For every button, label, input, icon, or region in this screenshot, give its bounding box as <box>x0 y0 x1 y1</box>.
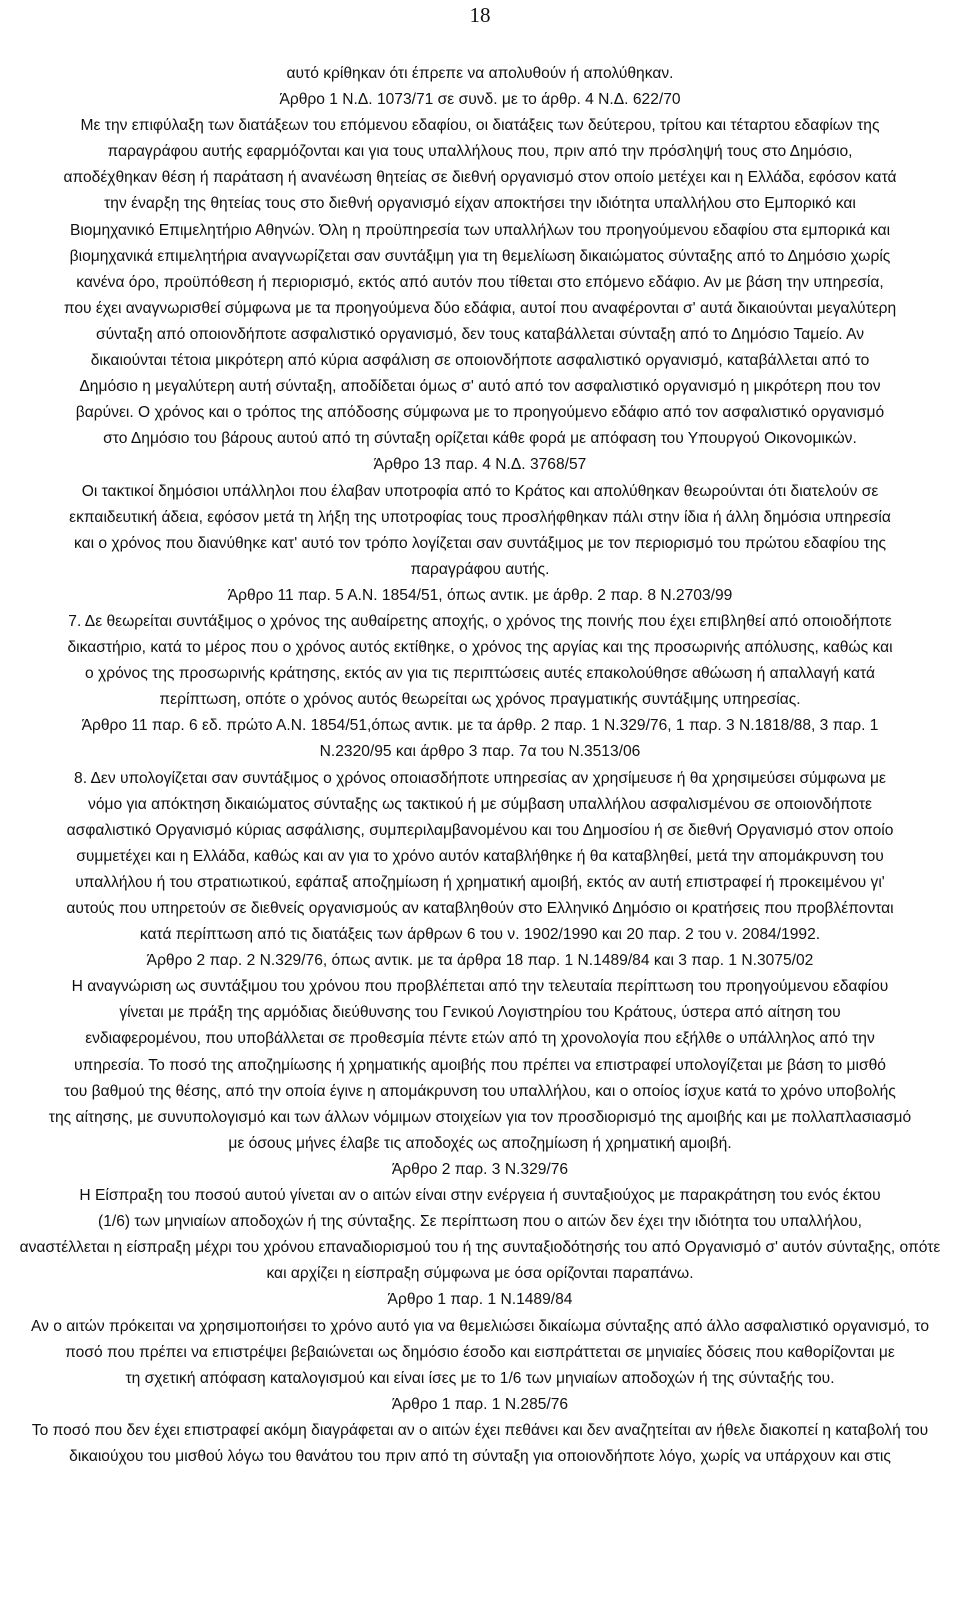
text-line: συμμετέχει και η Ελλάδα, καθώς και αν για το χρόνο αυτόν καταβλήθηκε ή θα καταβληθεί, μετά την απομάκρυνση του <box>76 847 884 865</box>
text-line: παραγράφου αυτής εφαρμόζονται και για τους υπαλλήλους που, πριν από την πρόσληψή τους στο Δημόσιο, <box>107 143 853 161</box>
text-line: ποσό που πρέπει να επιστρέψει βεβαιώνεται ως δημόσιο έσοδο και εισπράττεται σε μηνιαίες δόσεις που καθορίζονται με <box>65 1343 895 1361</box>
text-line: Βιομηχανικό Επιμελητήριο Αθηνών. Όλη η προϋπηρεσία των υπαλλήλων του προηγούμενου εδαφίου στα εμπορικά και <box>69 221 891 239</box>
text-line: που έχει αναγνωρισθεί σύμφωνα με τα προηγούμενα δύο εδάφια, αυτοί που αναφέρονται σ' αυτά δικαιούνται μεγαλύτερη <box>63 299 897 317</box>
text-line: αυτό κρίθηκαν ότι έπρεπε να απολυθούν ή απολύθηκαν. <box>286 65 674 82</box>
text-line: με όσους μήνες έλαβε τις αποδοχές ως αποζημίωση ή χρηματική αμοιβή. <box>228 1134 732 1152</box>
text-line: την έναρξη της θητείας τους στο διεθνή οργανισμό είχαν αποκτήσει την ιδιότητα υπαλλήλου στο Εμπορικό και <box>104 195 856 213</box>
text-line: Άρθρο 1 Ν.Δ. 1073/71 σε συνδ. με το άρθρ. 4 Ν.Δ. 622/70 <box>279 91 681 109</box>
text-line: Άρθρο 13 παρ. 4 Ν.Δ. 3768/57 <box>373 456 587 474</box>
text-line: 8. Δεν υπολογίζεται σαν συντάξιμος ο χρόνος οποιασδήποτε υπηρεσίας αν χρησίμευσε ή θα χρησιμεύσει σύμφωνα με <box>74 769 886 787</box>
text-line: βαρύνει. Ο χρόνος και ο τρόπος της απόδοσης σύμφωνα με το προηγούμενο εδάφιο από τον ασφαλιστικό οργανισμό <box>75 404 885 422</box>
text-line: δικαιούνται τέτοια μικρότερη από κύρια ασφάλιση σε οποιονδήποτε ασφαλιστικό οργανισμό, καταβάλλεται από το <box>90 352 870 370</box>
text-line: σύνταξη από οποιονδήποτε ασφαλιστικό οργανισμό, δεν τους καταβάλλεται σύνταξη από το Δημόσιο Ταμείο. Αν <box>95 325 865 343</box>
text-line: ασφαλιστικό Οργανισμό κύριας ασφάλισης, συμπεριλαμβανομένου και του Δημοσίου ή σε διεθνή Οργανισμό στον οποίο <box>66 821 894 839</box>
text-line: 7. Δε θεωρείται συντάξιμος ο χρόνος της αυθαίρετης αποχής, ο χρόνος της ποινής που έχει επιβληθεί από οποιοδήποτε <box>68 612 892 630</box>
text-line: ο χρόνος της προσωρινής κράτησης, εκτός αν για τις περιπτώσεις αυτές επακολούθησε αθώωση ή απαλλαγή κατά <box>85 665 875 683</box>
text-line: αυτούς που υπηρετούν σε διεθνείς οργανισμούς αν καταβληθούν στο Ελληνικό Δημόσιο οι κρατήσεις που προβλέπονται <box>66 900 894 917</box>
text-line: Άρθρο 1 παρ. 1 Ν.1489/84 <box>387 1291 573 1309</box>
text-line: αναστέλλεται η είσπραξη μέχρι του χρόνου επαναδιορισμού του ή της συνταξιοδότησής του από Οργανισμό σ' αυτόν σύνταξης, οπότε <box>19 1239 941 1257</box>
text-line: βιομηχανικά επιμελητήρια αναγνωρίζεται σαν συντάξιμη για τη θεμελίωση δικαιώματος σύνταξης από το Δημόσιο χωρίς <box>69 247 891 265</box>
text-line: περίπτωση, οπότε ο χρόνος αυτός θεωρείται ως χρόνος πραγματικής συντάξιμης υπηρεσίας. <box>159 691 801 709</box>
document-body <box>6 61 954 1470</box>
page-number: 18 <box>469 3 491 27</box>
text-line: Άρθρο 2 παρ. 3 Ν.329/76 <box>391 1160 569 1178</box>
text-line: Το ποσό που δεν έχει επιστραφεί ακόμη διαγράφεται αν ο αιτών έχει πεθάνει και δεν αναζητείται αν ήθελε διακοπεί η καταβολή του <box>31 1421 929 1439</box>
text-line: Η αναγνώριση ως συντάξιμου του χρόνου που προβλέπεται από την τελευταία περίπτωση του προηγούμενου εδαφίου <box>71 978 889 996</box>
text-line: Με την επιφύλαξη των διατάξεων του επόμενου εδαφίου, οι διατάξεις των δεύτερου, τρίτου και τέταρτου εδαφίων της <box>80 117 880 135</box>
text-line: (1/6) των μηνιαίων αποδοχών ή της σύνταξης. Σε περίπτωση που ο αιτών δεν έχει την ιδιότητα του υπαλλήλου, <box>98 1213 862 1231</box>
text-line: υπαλλήλου ή του στρατιωτικού, εφάπαξ αποζημίωση ή χρηματική αμοιβή, εκτός αν αυτή επιστραφεί ή προκειμένου γι' <box>75 873 885 891</box>
text-line: γίνεται με πράξη της αρμόδιας διεύθυνσης του Γενικού Λογιστηρίου του Κράτους, ύστερα από αίτηση του <box>119 1004 841 1022</box>
text-line: στο Δημόσιο του βάρους αυτού από τη σύνταξη ορίζεται κάθε φορά με απόφαση του Υπουργού Οικονομικών. <box>103 430 857 448</box>
text-line: νόμο για απόκτηση δικαιώματος σύνταξης ως τακτικού ή με σύμβαση υπαλλήλου ασφαλισμένου σε οποιονδήποτε <box>88 795 872 813</box>
text-line: αποδέχθηκαν θέση ή παράταση ή ανανέωση θητείας σε διεθνή οργανισμό στον οποίο μετέχει και η Ελλάδα, εφόσον κατά <box>63 169 897 187</box>
text-line: κανένα όρο, προϋπόθεση ή περιορισμό, εκτός από αυτόν που τίθεται στο επόμενο εδάφιο. Αν με βάση την υπηρεσία, <box>76 273 884 291</box>
text-line: και αρχίζει η είσπραξη σύμφωνα με όσα ορίζονται παραπάνω. <box>266 1265 694 1283</box>
text-line: και ο χρόνος που διανύθηκε κατ' αυτό τον τρόπο λογίζεται σαν συντάξιμος με τον περιορισμό του πρώτου εδαφίου της <box>73 534 887 552</box>
text-line: τη σχετική απόφαση καταλογισμού και είναι ίσες με το 1/6 των μηνιαίων αποδοχών ή της σύνταξής του. <box>125 1369 835 1387</box>
text-line: Άρθρο 11 παρ. 5 Α.Ν. 1854/51, όπως αντικ. με άρθρ. 2 παρ. 8 Ν.2703/99 <box>227 586 733 604</box>
text-line: υπηρεσία. Το ποσό της αποζημίωσης ή χρηματικής αμοιβής που πρέπει να επιστραφεί υπολογίζεται με βάση το μισθό <box>74 1056 886 1074</box>
text-line: Οι τακτικοί δημόσιοι υπάλληλοι που έλαβαν υποτροφία από το Κράτος και απολύθηκαν θεωρούνται ότι διατελούν σε <box>81 482 879 500</box>
text-line: Αν ο αιτών πρόκειται να χρησιμοποιήσει το χρόνο αυτό για να θεμελιώσει δικαίωμα σύνταξης από άλλο ασφαλιστικό οργανισμό, το <box>30 1317 930 1335</box>
text-line: ενδιαφερομένου, που υποβάλλεται σε προθεσμία πέντε ετών από τη χρονολογία που εξήλθε ο υπάλληλος από την <box>85 1030 875 1048</box>
text-line: Άρθρο 11 παρ. 6 εδ. πρώτο Α.Ν. 1854/51,όπως αντικ. με τα άρθρ. 2 παρ. 1 Ν.329/76, 1 παρ. 3 Ν.1818/88, 3 παρ. 1 <box>81 717 879 735</box>
text-line: Ν.2320/95 και άρθρο 3 παρ. 7α του Ν.3513/06 <box>319 743 641 761</box>
text-line: της αίτησης, με συνυπολογισμό και των άλλων νόμιμων στοιχείων για τον προσδιορισμό της αμοιβής και με πολλαπλασιασμό <box>48 1108 912 1126</box>
text-line: κατά περίπτωση από τις διατάξεις των άρθρων 6 του ν. 1902/1990 και 20 παρ. 2 του ν. 2084/1992. <box>139 926 821 944</box>
text-line: παραγράφου αυτής. <box>410 560 550 578</box>
text-line: Άρθρο 2 παρ. 2 Ν.329/76, όπως αντικ. με τα άρθρα 18 παρ. 1 Ν.1489/84 και 3 παρ. 1 Ν.3075/02 <box>146 952 814 970</box>
text-line: δικαστήριο, κατά το μέρος που ο χρόνος αυτός εκτίθηκε, ο χρόνος της αργίας και της προσωρινής απόλυσης, καθώς και <box>67 639 893 657</box>
text-line: εκπαιδευτική άδεια, εφόσον μετά τη λήξη της υποτροφίας τους προσλήφθηκαν πάλι στην ίδια ή άλλη δημόσια υπηρεσία <box>69 508 891 526</box>
text-line: του βαθμού της θέσης, από την οποία έγινε η απομάκρυνση του υπαλλήλου, και ο οποίος ίσχυε κατά το χρόνο υποβολής <box>64 1082 896 1100</box>
text-line: δικαιούχου του μισθού λόγω του θανάτου του πριν από τη σύνταξη για οποιονδήποτε λόγο, χωρίς να υπάρχουν και στις <box>69 1447 891 1465</box>
text-line: Δημόσιο η μεγαλύτερη αυτή σύνταξη, αποδίδεται όμως σ' αυτό από τον ασφαλιστικό οργανισμό η μικρότερη που τον <box>79 378 881 396</box>
text-line: Η Είσπραξη του ποσού αυτού γίνεται αν ο αιτών είναι στην ενέργεια ή συνταξιούχος με παρακράτηση του ενός έκτου <box>79 1187 881 1205</box>
text-line: Άρθρο 1 παρ. 1 Ν.285/76 <box>391 1395 569 1413</box>
